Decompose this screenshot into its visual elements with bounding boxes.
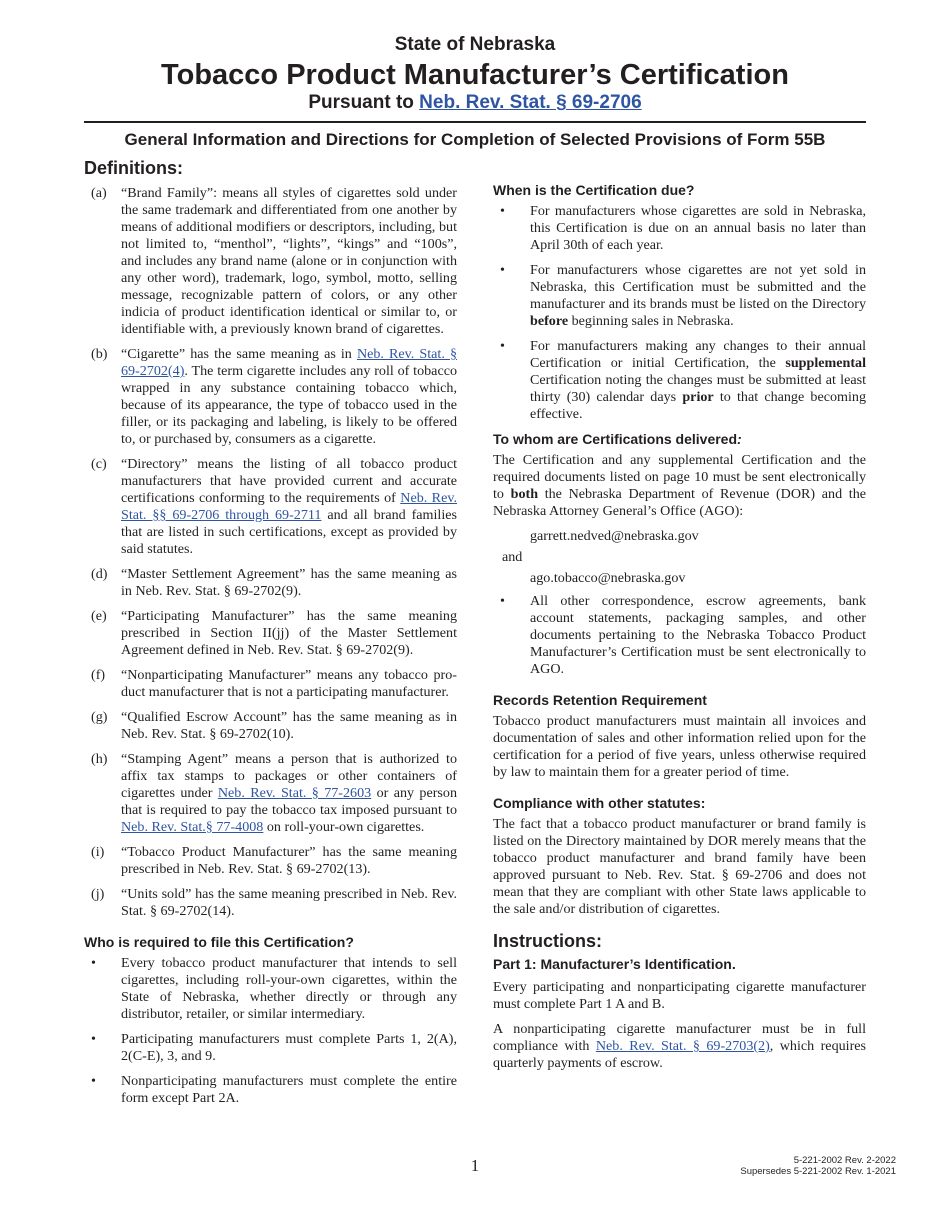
definition-b: [84, 346, 457, 448]
emphasis-both: both: [510, 486, 539, 502]
pursuant-prefix: Pursuant to: [308, 92, 420, 113]
definition-c: [84, 456, 457, 558]
definition-a: [84, 185, 457, 338]
bullet: •: [500, 338, 505, 354]
form-revision-footer: [740, 1155, 896, 1177]
definition-text: “Qualified Escrow Account” has the same meaning as in Neb. Rev. Stat. § 69-2702(10).: [121, 709, 457, 742]
definition-text: “Master Settlement Agreement” has the same meaning as in Neb. Rev. Stat. § 69-2702(9).: [121, 566, 457, 599]
when-item: [493, 203, 866, 254]
when-heading: When is the Certification due?: [493, 182, 695, 198]
definition-label: (j): [91, 886, 105, 902]
definition-text: “Units sold” has the same meaning prescribed in Neb. Rev. Stat. § 69-2702(14).: [121, 886, 457, 919]
ago-email[interactable]: ago.tobacco@nebraska.gov: [530, 570, 686, 586]
definition-label: (f): [91, 667, 106, 683]
statute-link-77-2603[interactable]: Neb. Rev. Stat. § 77-2603: [217, 785, 372, 801]
compliance-heading: Compliance with other statutes:: [493, 795, 706, 811]
part1-heading: Part 1: Manufacturer’s Identification.: [493, 956, 736, 972]
definition-label: (g): [91, 709, 108, 725]
definition-label: (i): [91, 844, 105, 860]
state-heading: State of Nebraska: [394, 34, 556, 55]
dor-email[interactable]: garrett.nedved@nebraska.gov: [530, 528, 699, 544]
definition-label: (b): [91, 346, 108, 362]
bullet: •: [500, 262, 505, 278]
page-number: 1: [470, 1156, 480, 1175]
header-divider: [84, 121, 866, 123]
part1-paragraph-2: A nonparticipating cigarette manufacturer must be in full compliance with Neb. Rev. Stat. § 69-2703(2), which requires quarterly payments of escrow.: [493, 1021, 867, 1071]
statute-link-77-4008[interactable]: Neb. Rev. Stat.§ 77-4008: [121, 819, 264, 835]
emphasis-before: before: [530, 313, 569, 329]
whom-item: [493, 593, 866, 678]
definitions-heading: Definitions:: [84, 158, 183, 178]
emphasis-prior: prior: [682, 389, 714, 405]
form-revision: 5-221-2002 Rev. 2-2022: [793, 1155, 896, 1166]
compliance-paragraph: The fact that a tobacco product manufacturer or brand family is listed on the Directory maintained by DOR merely means that the tobacco product manufacturer and brand family have been approved pursuant to Neb. Rev. Stat. § 69-2706 and does not mean that they are compliant with other State laws applicable to the sale and/or distribution of cigarettes.: [493, 816, 866, 917]
who-item: [84, 1073, 457, 1107]
and-text: and: [502, 549, 523, 565]
instructions-heading: Instructions:: [493, 931, 603, 951]
bullet: •: [91, 1031, 96, 1047]
document-header: [0, 34, 950, 114]
definition-g: [84, 709, 457, 743]
definition-text: “Tobacco Product Manufacturer” has the same meaning prescribed in Neb. Rev. Stat. § 69-2702(13).: [121, 844, 457, 877]
definition-text: “Brand Family”: means all styles of cigarettes sold under the same trademark and differentiated from one another by means of additional modifiers or descriptors, including, but not limited to, “menthol”, “lights”, “kings” and “100s”, and includes any brand name (alone or in conjunction with any other word), trademark, logo, symbol, motto, selling message, recognizable pattern of colors, or any other indicia of product identification identical or similar to, or identifiable with, a previously known brand of cigarettes.: [121, 185, 457, 337]
when-item: [493, 338, 866, 423]
who-item: [84, 1031, 457, 1065]
definition-f: [84, 667, 457, 701]
whom-item-text: All other correspondence, escrow agreements, bank account statements, packaging samples, and other documents pertaining to the Nebraska Tobacco Product Manufacturer’s Certification must be sent electronically to AGO.: [530, 593, 866, 677]
section-subtitle: General Information and Directions for Completion of Selected Provisions of Form 55B: [124, 130, 826, 149]
when-item-text: For manufacturers whose cigarettes are not yet sold in Nebraska, this Certification must be submitted and the manufacturer and its brands must be listed on the Directory before beginning sales in Nebraska.: [530, 262, 866, 329]
who-item-text: Nonparticipating manufacturers must complete the entire form except Part 2A.: [121, 1073, 457, 1106]
part1-paragraph-1: Every participating and nonparticipating cigarette manufacturer must complete Part 1 A and B.: [493, 979, 866, 1012]
statute-link-69-2706-2711[interactable]: Neb. Rev. Stat. §§ 69-2706 through 69-2711: [121, 490, 457, 523]
definition-text: “Participating Manufacturer” has the same meaning prescribed in Section II(jj) of the Master Settlement Agreement defined in Neb. Rev. Stat. § 69-2702(9).: [121, 608, 457, 658]
definition-label: (h): [91, 751, 108, 767]
document-title: Tobacco Product Manufacturer’s Certification: [161, 59, 789, 91]
definition-label: (e): [91, 608, 107, 624]
definition-h: [84, 751, 457, 836]
who-item: [84, 955, 457, 1023]
whom-paragraph: The Certification and any supplemental Certification and the required documents listed on page 10 must be sent electronically to both the Nebraska Department of Revenue (DOR) and the Nebraska Attorney General’s Office (AGO):: [493, 452, 866, 519]
supersedes-note: Supersedes 5-221-2002 Rev. 1-2021: [740, 1166, 896, 1177]
records-heading: Records Retention Requirement: [493, 692, 707, 708]
definition-text: “Nonparticipating Manufacturer” means any tobacco product manufacturer that is not a participating manufacturer.: [121, 667, 457, 700]
records-paragraph: Tobacco product manufacturers must maintain all invoices and documentation of sales and other information relied upon for the certification for a period of five years, unless otherwise required by law to maintain them for a greater period of time.: [493, 713, 866, 780]
statute-link-69-2702-4[interactable]: Neb. Rev. Stat. § 69-2702(4): [121, 346, 457, 379]
statute-link-69-2706[interactable]: Neb. Rev. Stat. § 69-2706: [419, 92, 642, 113]
when-item-text: For manufacturers making any changes to their annual Certification or initial Certification, the supplemental Certification noting the changes must be submitted at least thirty (30) calendar days prior to that change becoming effective.: [530, 338, 866, 422]
bullet: •: [91, 955, 96, 971]
whom-heading: To whom are Certifications delivered:: [493, 431, 742, 447]
right-column: [493, 182, 866, 1080]
who-item-text: Every tobacco product manufacturer that intends to sell cigarettes, including roll-your-own cigarettes, within the State of Nebraska, whether directly or through any distributor, retailer, or similar intermediary.: [121, 955, 457, 1022]
emphasis-supplemental: supplemental: [785, 355, 866, 371]
definition-label: (a): [91, 185, 107, 201]
definition-i: [84, 844, 457, 878]
definition-e: [84, 608, 457, 659]
who-heading: Who is required to file this Certification?: [84, 934, 354, 950]
definition-text: “Directory” means the listing of all tobacco product manufacturers that have provided current and accurate certifications conforming to the requirements of Neb. Rev. Stat. §§ 69-2706 through 69-2711 and all brand families that are listed in such certifications, except as provided by said statutes.: [121, 456, 457, 557]
left-column: [84, 157, 457, 1115]
definition-j: [84, 886, 457, 920]
definition-label: (d): [91, 566, 108, 582]
who-item-text: Participating manufacturers must complete Parts 1, 2(A), 2(C-E), 3, and 9.: [121, 1031, 457, 1064]
definition-text: “Stamping Agent” means a person that is authorized to affix tax stamps to packages or other containers of cigarettes under Neb. Rev. Stat. § 77-2603 or any person that is required to pay the tobacco tax imposed pursuant to Neb. Rev. Stat.§ 77-4008 on roll-your-own cigarettes.: [121, 751, 457, 835]
bullet: •: [500, 203, 505, 219]
when-item: [493, 262, 866, 330]
bullet: •: [500, 593, 505, 609]
pursuant-line: [0, 92, 950, 114]
definition-label: (c): [91, 456, 107, 472]
definition-d: [84, 566, 457, 600]
definition-text: “Cigarette” has the same meaning as in Neb. Rev. Stat. § 69-2702(4). The term cigarette includes any roll of tobacco wrapped in any substance containing tobacco which, because of its appearance, the type of tobacco used in the filler, or its packaging and labeling, is likely to be offered to, or purchased by, consumers as a cigarette.: [121, 346, 457, 447]
bullet: •: [91, 1073, 96, 1089]
statute-link-69-2703-2[interactable]: Neb. Rev. Stat. § 69-2703(2): [595, 1038, 770, 1054]
when-item-text: For manufacturers whose cigarettes are sold in Nebraska, this Certification is due on an annual basis no later than April 30th of each year.: [530, 203, 866, 253]
